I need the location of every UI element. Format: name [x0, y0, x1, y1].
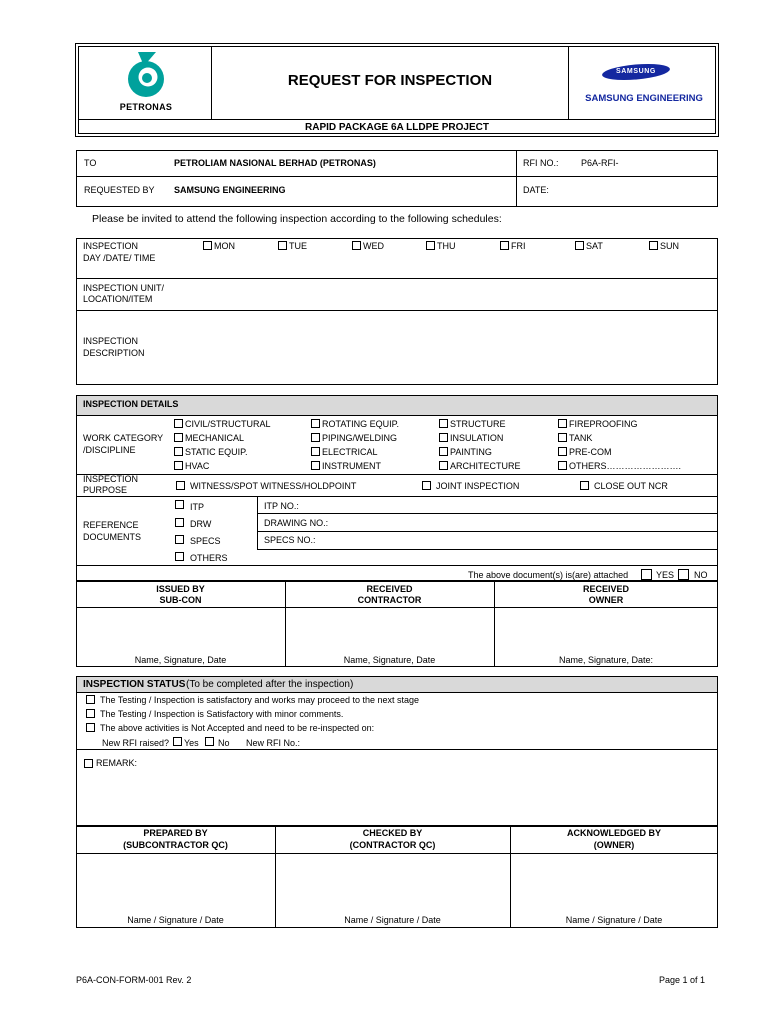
checked-by-sub: (CONTRACTOR QC)	[349, 840, 436, 850]
cat-hvac: HVAC	[185, 461, 210, 471]
ref-others: OTHERS	[190, 553, 228, 563]
received-owner-sub: OWNER	[588, 595, 624, 605]
cat-checkbox-civil[interactable]	[174, 419, 183, 428]
status-option-minor: The Testing / Inspection is Satisfactory with minor comments.	[100, 709, 344, 719]
cat-instrument: INSTRUMENT	[322, 461, 381, 471]
purpose-label: INSPECTION	[83, 474, 139, 484]
new-rfi-no-label: New RFI No.:	[246, 738, 301, 748]
schedule-box	[76, 238, 718, 385]
cat-checkbox-painting[interactable]	[439, 447, 448, 456]
attached-yes-checkbox[interactable]	[641, 569, 652, 580]
purpose-witness: WITNESS/SPOT WITNESS/HOLDPOINT	[190, 481, 357, 491]
ref-checkbox-itp[interactable]	[175, 500, 184, 509]
attached-yes: YES	[656, 570, 675, 580]
cat-tank: TANK	[569, 433, 593, 443]
day-checkbox-sun[interactable]	[649, 241, 658, 250]
status-checkbox-minor[interactable]	[86, 709, 95, 718]
received-owner-sign: Name, Signature, Date:	[558, 655, 654, 665]
status-heading-note: (To be completed after the inspection)	[186, 679, 354, 690]
cat-checkbox-architecture[interactable]	[439, 461, 448, 470]
attached-text: The above document(s) is(are) attached	[468, 570, 629, 580]
status-option-not-accepted: The above activities is Not Accepted and need to be re-inspected on:	[100, 723, 375, 733]
cat-checkbox-fireproofing[interactable]	[558, 419, 567, 428]
cat-checkbox-insulation[interactable]	[439, 433, 448, 442]
cat-checkbox-electrical[interactable]	[311, 447, 320, 456]
attached-no: NO	[694, 570, 708, 580]
ref-itp: ITP	[190, 502, 205, 512]
prepared-by-label: PREPARED BY	[143, 828, 208, 838]
received-contractor-sign: Name, Signature, Date	[343, 655, 436, 665]
new-rfi-yes: Yes	[184, 738, 199, 748]
cat-insulation: INSULATION	[450, 433, 504, 443]
day-checkbox-fri[interactable]	[500, 241, 509, 250]
cat-precom: PRE-COM	[569, 447, 612, 457]
cat-others: OTHERS…………………….	[569, 461, 682, 471]
requested-by-value: SAMSUNG ENGINEERING	[174, 185, 286, 195]
ref-checkbox-drw[interactable]	[175, 518, 184, 527]
purpose-checkbox-ncr[interactable]	[580, 481, 589, 490]
footer-form-no: P6A-CON-FORM-001 Rev. 2	[76, 975, 192, 985]
issued-by-label: ISSUED BY	[156, 584, 205, 594]
day-sat: SAT	[586, 241, 603, 251]
footer-page: Page 1 of 1	[659, 975, 706, 985]
cat-civil: CIVIL/STRUCTURAL	[185, 419, 271, 429]
cat-checkbox-rotating[interactable]	[311, 419, 320, 428]
received-contractor-sub: CONTRACTOR	[357, 595, 422, 605]
purpose-label-2: PURPOSE	[83, 485, 128, 495]
day-thu: THU	[437, 241, 456, 251]
day-label: INSPECTION	[83, 241, 139, 251]
ref-checkbox-specs[interactable]	[175, 535, 184, 544]
attached-no-checkbox[interactable]	[678, 569, 689, 580]
cat-checkbox-tank[interactable]	[558, 433, 567, 442]
invitation-text: Please be invited to attend the following inspection according to the following schedules:	[92, 213, 502, 225]
checked-by-sign: Name / Signature / Date	[344, 915, 441, 925]
remark-checkbox[interactable]	[84, 759, 93, 768]
rfi-no-value: P6A-RFI-	[581, 158, 619, 168]
day-fri: FRI	[511, 241, 526, 251]
status-heading: INSPECTION STATUS	[83, 679, 186, 690]
status-checkbox-not-accepted[interactable]	[86, 723, 95, 732]
day-sun: SUN	[660, 241, 680, 251]
cat-checkbox-hvac[interactable]	[174, 461, 183, 470]
acknowledged-by-label: ACKNOWLEDGED BY	[567, 828, 661, 838]
cat-checkbox-piping[interactable]	[311, 433, 320, 442]
acknowledged-by-sub: (OWNER)	[593, 840, 635, 850]
new-rfi-no: No	[218, 738, 230, 748]
purpose-joint: JOINT INSPECTION	[436, 481, 520, 491]
new-rfi-label: New RFI raised?	[102, 738, 170, 748]
petronas-logo	[110, 48, 182, 116]
ref-specs: SPECS	[190, 536, 221, 546]
purpose-checkbox-joint[interactable]	[422, 481, 431, 490]
day-wed: WED	[363, 241, 384, 251]
samsung-logo-text: SAMSUNG	[616, 68, 656, 75]
details-heading: INSPECTION DETAILS	[83, 399, 179, 409]
cat-checkbox-precom[interactable]	[558, 447, 567, 456]
new-rfi-yes-checkbox[interactable]	[173, 737, 182, 746]
desc-label-2: DESCRIPTION	[83, 348, 145, 358]
received-owner-label: RECEIVED	[582, 584, 629, 594]
cat-checkbox-instrument[interactable]	[311, 461, 320, 470]
cat-fireproofing: FIREPROOFING	[569, 419, 638, 429]
day-mon: MON	[214, 241, 235, 251]
status-checkbox-satisfactory[interactable]	[86, 695, 95, 704]
day-checkbox-sat[interactable]	[575, 241, 584, 250]
day-checkbox-thu[interactable]	[426, 241, 435, 250]
cat-mechanical: MECHANICAL	[185, 433, 245, 443]
cat-checkbox-static[interactable]	[174, 447, 183, 456]
ref-checkbox-others[interactable]	[175, 552, 184, 561]
samsung-logo	[600, 63, 672, 81]
requested-by-label: REQUESTED BY	[84, 185, 155, 195]
day-label-2: DAY /DATE/ TIME	[83, 253, 156, 263]
to-value: PETROLIAM NASIONAL BERHAD (PETRONAS)	[174, 158, 376, 168]
acknowledged-by-sign: Name / Signature / Date	[565, 915, 663, 925]
day-tue: TUE	[289, 241, 307, 251]
project-name: RAPID PACKAGE 6A LLDPE PROJECT	[305, 122, 489, 133]
checked-by-label: CHECKED BY	[362, 828, 423, 838]
itp-no-label: ITP NO.:	[264, 501, 299, 511]
cat-structure: STRUCTURE	[450, 419, 506, 429]
ref-drw: DRW	[190, 519, 212, 529]
issued-by-sign: Name, Signature, Date	[134, 655, 227, 665]
status-option-satisfactory: The Testing / Inspection is satisfactory and works may proceed to the next stage	[100, 695, 419, 705]
cat-architecture: ARCHITECTURE	[450, 461, 521, 471]
form-title: REQUEST FOR INSPECTION	[287, 72, 493, 89]
ref-label-2: DOCUMENTS	[83, 532, 141, 542]
day-checkbox-tue[interactable]	[278, 241, 287, 250]
specs-no-label: SPECS NO.:	[264, 535, 316, 545]
date-label: DATE:	[523, 185, 549, 195]
cat-checkbox-structure[interactable]	[439, 419, 448, 428]
ref-label: REFERENCE	[83, 520, 139, 530]
cat-piping: PIPING/WELDING	[322, 433, 398, 443]
cat-painting: PAINTING	[450, 447, 492, 457]
purpose-ncr: CLOSE OUT NCR	[594, 481, 668, 491]
petronas-logo-text: PETRONAS	[119, 102, 173, 112]
cat-rotating: ROTATING EQUIP.	[322, 419, 400, 429]
samsung-engineering-text: SAMSUNG ENGINEERING	[585, 93, 703, 104]
work-category-label: WORK CATEGORY	[83, 433, 164, 443]
drawing-no-label: DRAWING NO.:	[264, 518, 329, 528]
unit-label: INSPECTION UNIT/	[83, 283, 165, 293]
new-rfi-no-checkbox[interactable]	[205, 737, 214, 746]
work-category-label-2: /DISCIPLINE	[83, 445, 136, 455]
rfi-no-label: RFI NO.:	[523, 158, 559, 168]
cat-checkbox-others[interactable]	[558, 461, 567, 470]
issued-by-sub: SUB-CON	[159, 595, 202, 605]
prepared-by-sign: Name / Signature / Date	[127, 915, 224, 925]
unit-label-2: LOCATION/ITEM	[83, 294, 153, 304]
to-label: TO	[84, 158, 97, 168]
cat-electrical: ELECTRICAL	[322, 447, 378, 457]
petronas-emblem-icon	[110, 48, 182, 102]
remark-label: REMARK:	[96, 758, 138, 768]
day-checkbox-mon[interactable]	[203, 241, 212, 250]
cat-checkbox-mechanical[interactable]	[174, 433, 183, 442]
purpose-checkbox-witness[interactable]	[176, 481, 185, 490]
received-contractor-label: RECEIVED	[366, 584, 413, 594]
prepared-by-sub: (SUBCONTRACTOR QC)	[123, 840, 228, 850]
day-checkbox-wed[interactable]	[352, 241, 361, 250]
info-box	[76, 150, 718, 207]
desc-label: INSPECTION	[83, 336, 139, 346]
cat-static: STATIC EQUIP.	[185, 447, 248, 457]
